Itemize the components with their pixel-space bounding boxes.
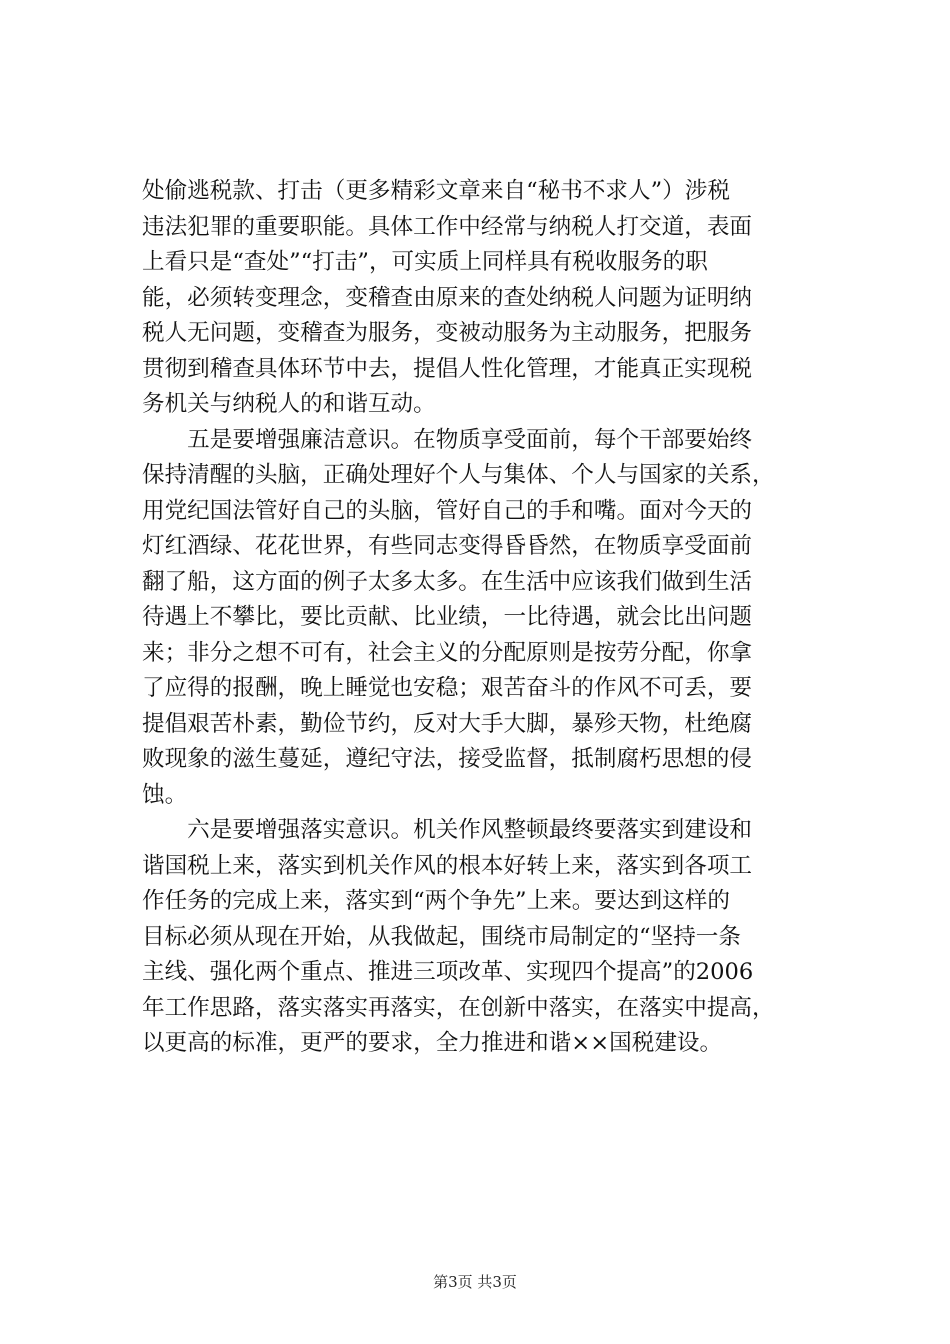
- text-line: 违法犯罪的重要职能。具体工作中经常与纳税人打交道，表面: [142, 213, 753, 240]
- text-line: 上看只是“查处”“打击”，可实质上同样具有税收服务的职: [142, 249, 708, 275]
- text-line: 谐国税上来，落实到机关作风的根本好转上来，落实到各项工: [142, 852, 753, 879]
- text-line: 了应得的报酬，晚上睡觉也安稳；艰苦奋斗的作风不可丢，要: [142, 675, 753, 701]
- text-line: 主线、强化两个重点、推进三项改革、实现四个提高”的2006: [142, 959, 754, 985]
- text-line: 五是要增强廉洁意识。在物质享受面前，每个干部要始终: [142, 426, 753, 453]
- text-line: 败现象的滋生蔓延，遵纪守法，接受监督，抵制腐朽思想的侵: [142, 746, 753, 772]
- text-line: 年工作思路，落实落实再落实，在创新中落实，在落实中提高，: [142, 994, 775, 1021]
- text-line: 处偷逃税款、打击（更多精彩文章来自“秘书不求人”）涉税: [142, 178, 730, 204]
- text-line: 待遇上不攀比，要比贡献、比业绩，一比待遇，就会比出问题: [142, 604, 753, 630]
- text-line: 来；非分之想不可有，社会主义的分配原则是按劳分配，你拿: [142, 639, 753, 666]
- text-line: 税人无问题，变稽查为服务，变被动服务为主动服务，把服务: [142, 320, 753, 346]
- text-line: 提倡艰苦朴素，勤俭节约，反对大手大脚，暴殄天物，杜绝腐: [142, 710, 753, 737]
- text-line: 用党纪国法管好自己的头脑，管好自己的手和嘴。面对今天的: [142, 497, 753, 524]
- text-line: 目标必须从现在开始，从我做起，围绕市局制定的“坚持一条: [142, 923, 741, 950]
- text-line: 灯红酒绿、花花世界，有些同志变得昏昏然，在物质享受面前: [142, 533, 753, 559]
- text-line: 六是要增强落实意识。机关作风整顿最终要落实到建设和: [142, 817, 753, 843]
- text-line: 以更高的标准，更严的要求，全力推进和谐××国税建设。: [142, 1030, 723, 1056]
- text-line: 翻了船，这方面的例子太多太多。在生活中应该我们做到生活: [142, 568, 753, 595]
- text-line: 能，必须转变理念，变稽查由原来的查处纳税人问题为证明纳: [142, 284, 753, 311]
- text-line: 蚀。: [142, 781, 188, 808]
- page-number-footer: 第3页 共3页: [433, 1273, 517, 1291]
- body-text: [142, 174, 832, 1062]
- text-line: 保持清醒的头脑，正确处理好个人与集体、个人与国家的关系，: [142, 462, 775, 488]
- text-line: 作任务的完成上来，落实到“两个争先”上来。要达到这样的: [142, 888, 730, 914]
- text-line: 务机关与纳税人的和谐互动。: [142, 391, 436, 417]
- text-line: 贯彻到稽查具体环节中去，提倡人性化管理，才能真正实现税: [142, 355, 753, 382]
